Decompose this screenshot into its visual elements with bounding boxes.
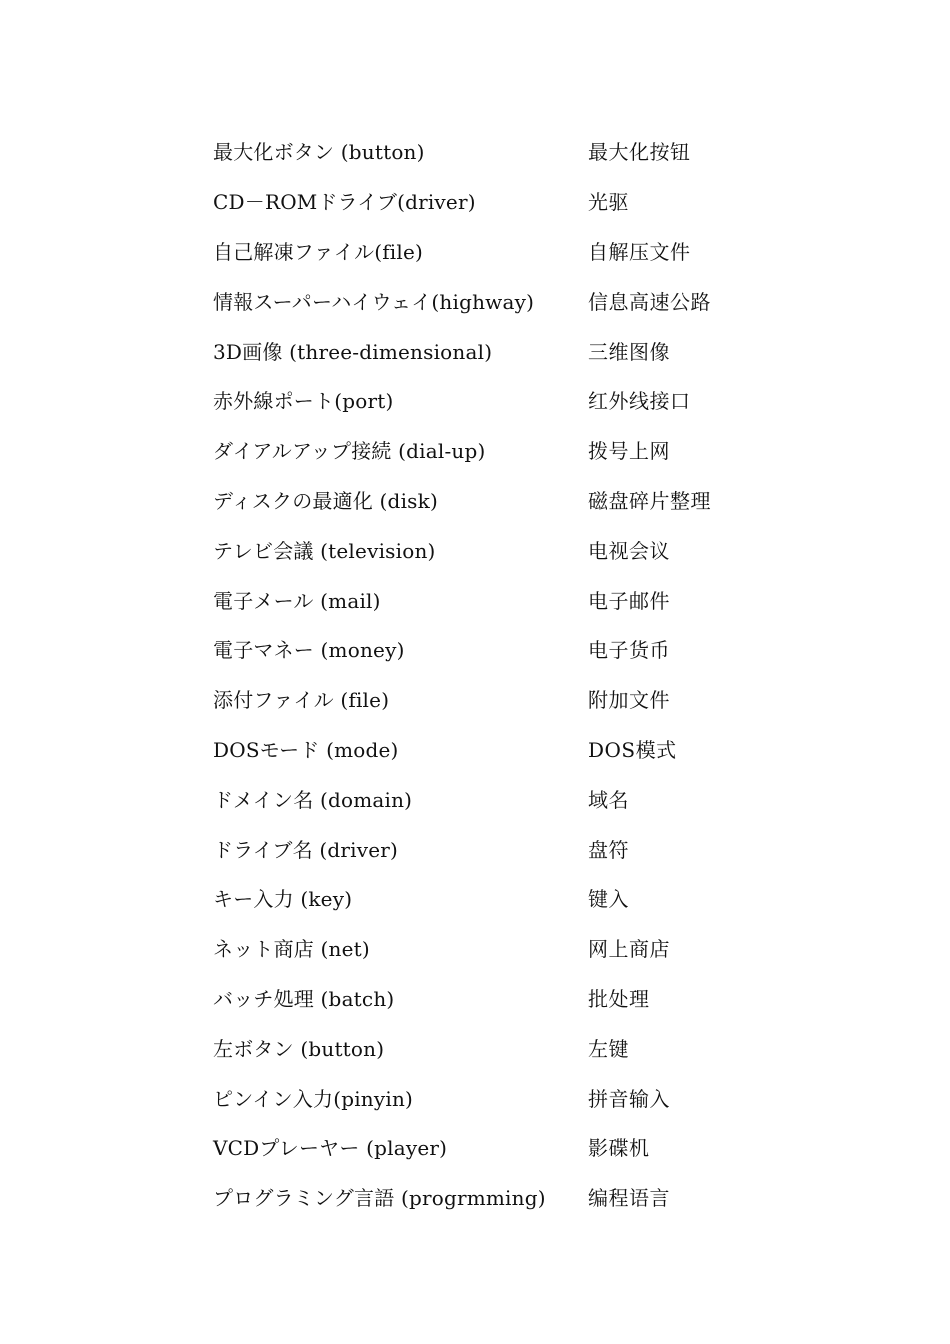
- chinese-term: 电子邮件: [588, 588, 670, 613]
- term-row: [213, 624, 833, 674]
- chinese-term: 键入: [588, 887, 629, 912]
- chinese-term: 光驱: [588, 190, 629, 215]
- japanese-term: 左ボタン (button): [213, 1036, 385, 1061]
- japanese-term: 情報スーパーハイウェイ(highway): [213, 289, 535, 314]
- term-row: [213, 1022, 833, 1072]
- chinese-term: 自解压文件: [588, 239, 691, 264]
- chinese-term: DOS模式: [588, 737, 677, 762]
- chinese-term: 磁盘碎片整理: [588, 488, 711, 513]
- japanese-term: 自己解凍ファイル(file): [213, 239, 424, 264]
- term-row: [213, 524, 833, 574]
- chinese-term: 批处理: [588, 986, 650, 1011]
- term-row: [213, 1122, 833, 1172]
- term-row: [213, 923, 833, 973]
- chinese-term: 拼音输入: [588, 1086, 670, 1111]
- chinese-term: 红外线接口: [588, 389, 691, 414]
- term-row: [213, 226, 833, 276]
- term-row: [213, 126, 833, 176]
- chinese-term: 拨号上网: [588, 439, 670, 464]
- term-list: [213, 126, 833, 1222]
- term-row: [213, 375, 833, 425]
- term-row: [213, 176, 833, 226]
- term-row: [213, 973, 833, 1023]
- japanese-term: ドメイン名 (domain): [213, 787, 413, 812]
- japanese-term: 添付ファイル (file): [213, 688, 390, 713]
- term-row: [213, 1072, 833, 1122]
- chinese-term: 左键: [588, 1036, 629, 1061]
- chinese-term: 盘符: [588, 837, 629, 862]
- chinese-term: 三维图像: [588, 339, 670, 364]
- chinese-term: 编程语言: [588, 1186, 670, 1211]
- term-row: [213, 275, 833, 325]
- japanese-term: ダイアルアップ接続 (dial-up): [213, 439, 486, 464]
- term-row: [213, 1172, 833, 1222]
- term-row: [213, 823, 833, 873]
- japanese-term: VCDプレーヤー (player): [213, 1136, 448, 1161]
- chinese-term: 信息高速公路: [588, 289, 711, 314]
- japanese-term: 電子マネー (money): [213, 638, 405, 663]
- japanese-term: ディスクの最適化 (disk): [213, 488, 438, 513]
- chinese-term: 最大化按钮: [588, 140, 691, 165]
- chinese-term: 电视会议: [588, 538, 670, 563]
- japanese-term: プログラミング言語 (progrmming): [213, 1186, 546, 1211]
- chinese-term: 电子货币: [588, 638, 670, 663]
- japanese-term: ピンイン入力(pinyin): [213, 1086, 414, 1111]
- japanese-term: テレビ会議 (television): [213, 538, 436, 563]
- term-row: [213, 574, 833, 624]
- chinese-term: 附加文件: [588, 688, 670, 713]
- japanese-term: 最大化ボタン (button): [213, 140, 425, 165]
- japanese-term: 3D画像 (three-dimensional): [213, 339, 493, 364]
- term-row: [213, 724, 833, 774]
- term-row: [213, 873, 833, 923]
- chinese-term: 影碟机: [588, 1136, 650, 1161]
- japanese-term: CD－ROMドライブ(driver): [213, 190, 476, 215]
- chinese-term: 网上商店: [588, 937, 670, 962]
- term-row: [213, 773, 833, 823]
- japanese-term: 赤外線ポート(port): [213, 389, 394, 414]
- japanese-term: 電子メール (mail): [213, 588, 381, 613]
- japanese-term: DOSモード (mode): [213, 737, 399, 762]
- term-row: [213, 325, 833, 375]
- japanese-term: バッチ処理 (batch): [213, 986, 395, 1011]
- japanese-term: ドライブ名 (driver): [213, 837, 399, 862]
- term-row: [213, 425, 833, 475]
- japanese-term: キー入力 (key): [213, 887, 353, 912]
- japanese-term: ネット商店 (net): [213, 937, 370, 962]
- term-row: [213, 674, 833, 724]
- chinese-term: 域名: [588, 787, 629, 812]
- term-row: [213, 475, 833, 525]
